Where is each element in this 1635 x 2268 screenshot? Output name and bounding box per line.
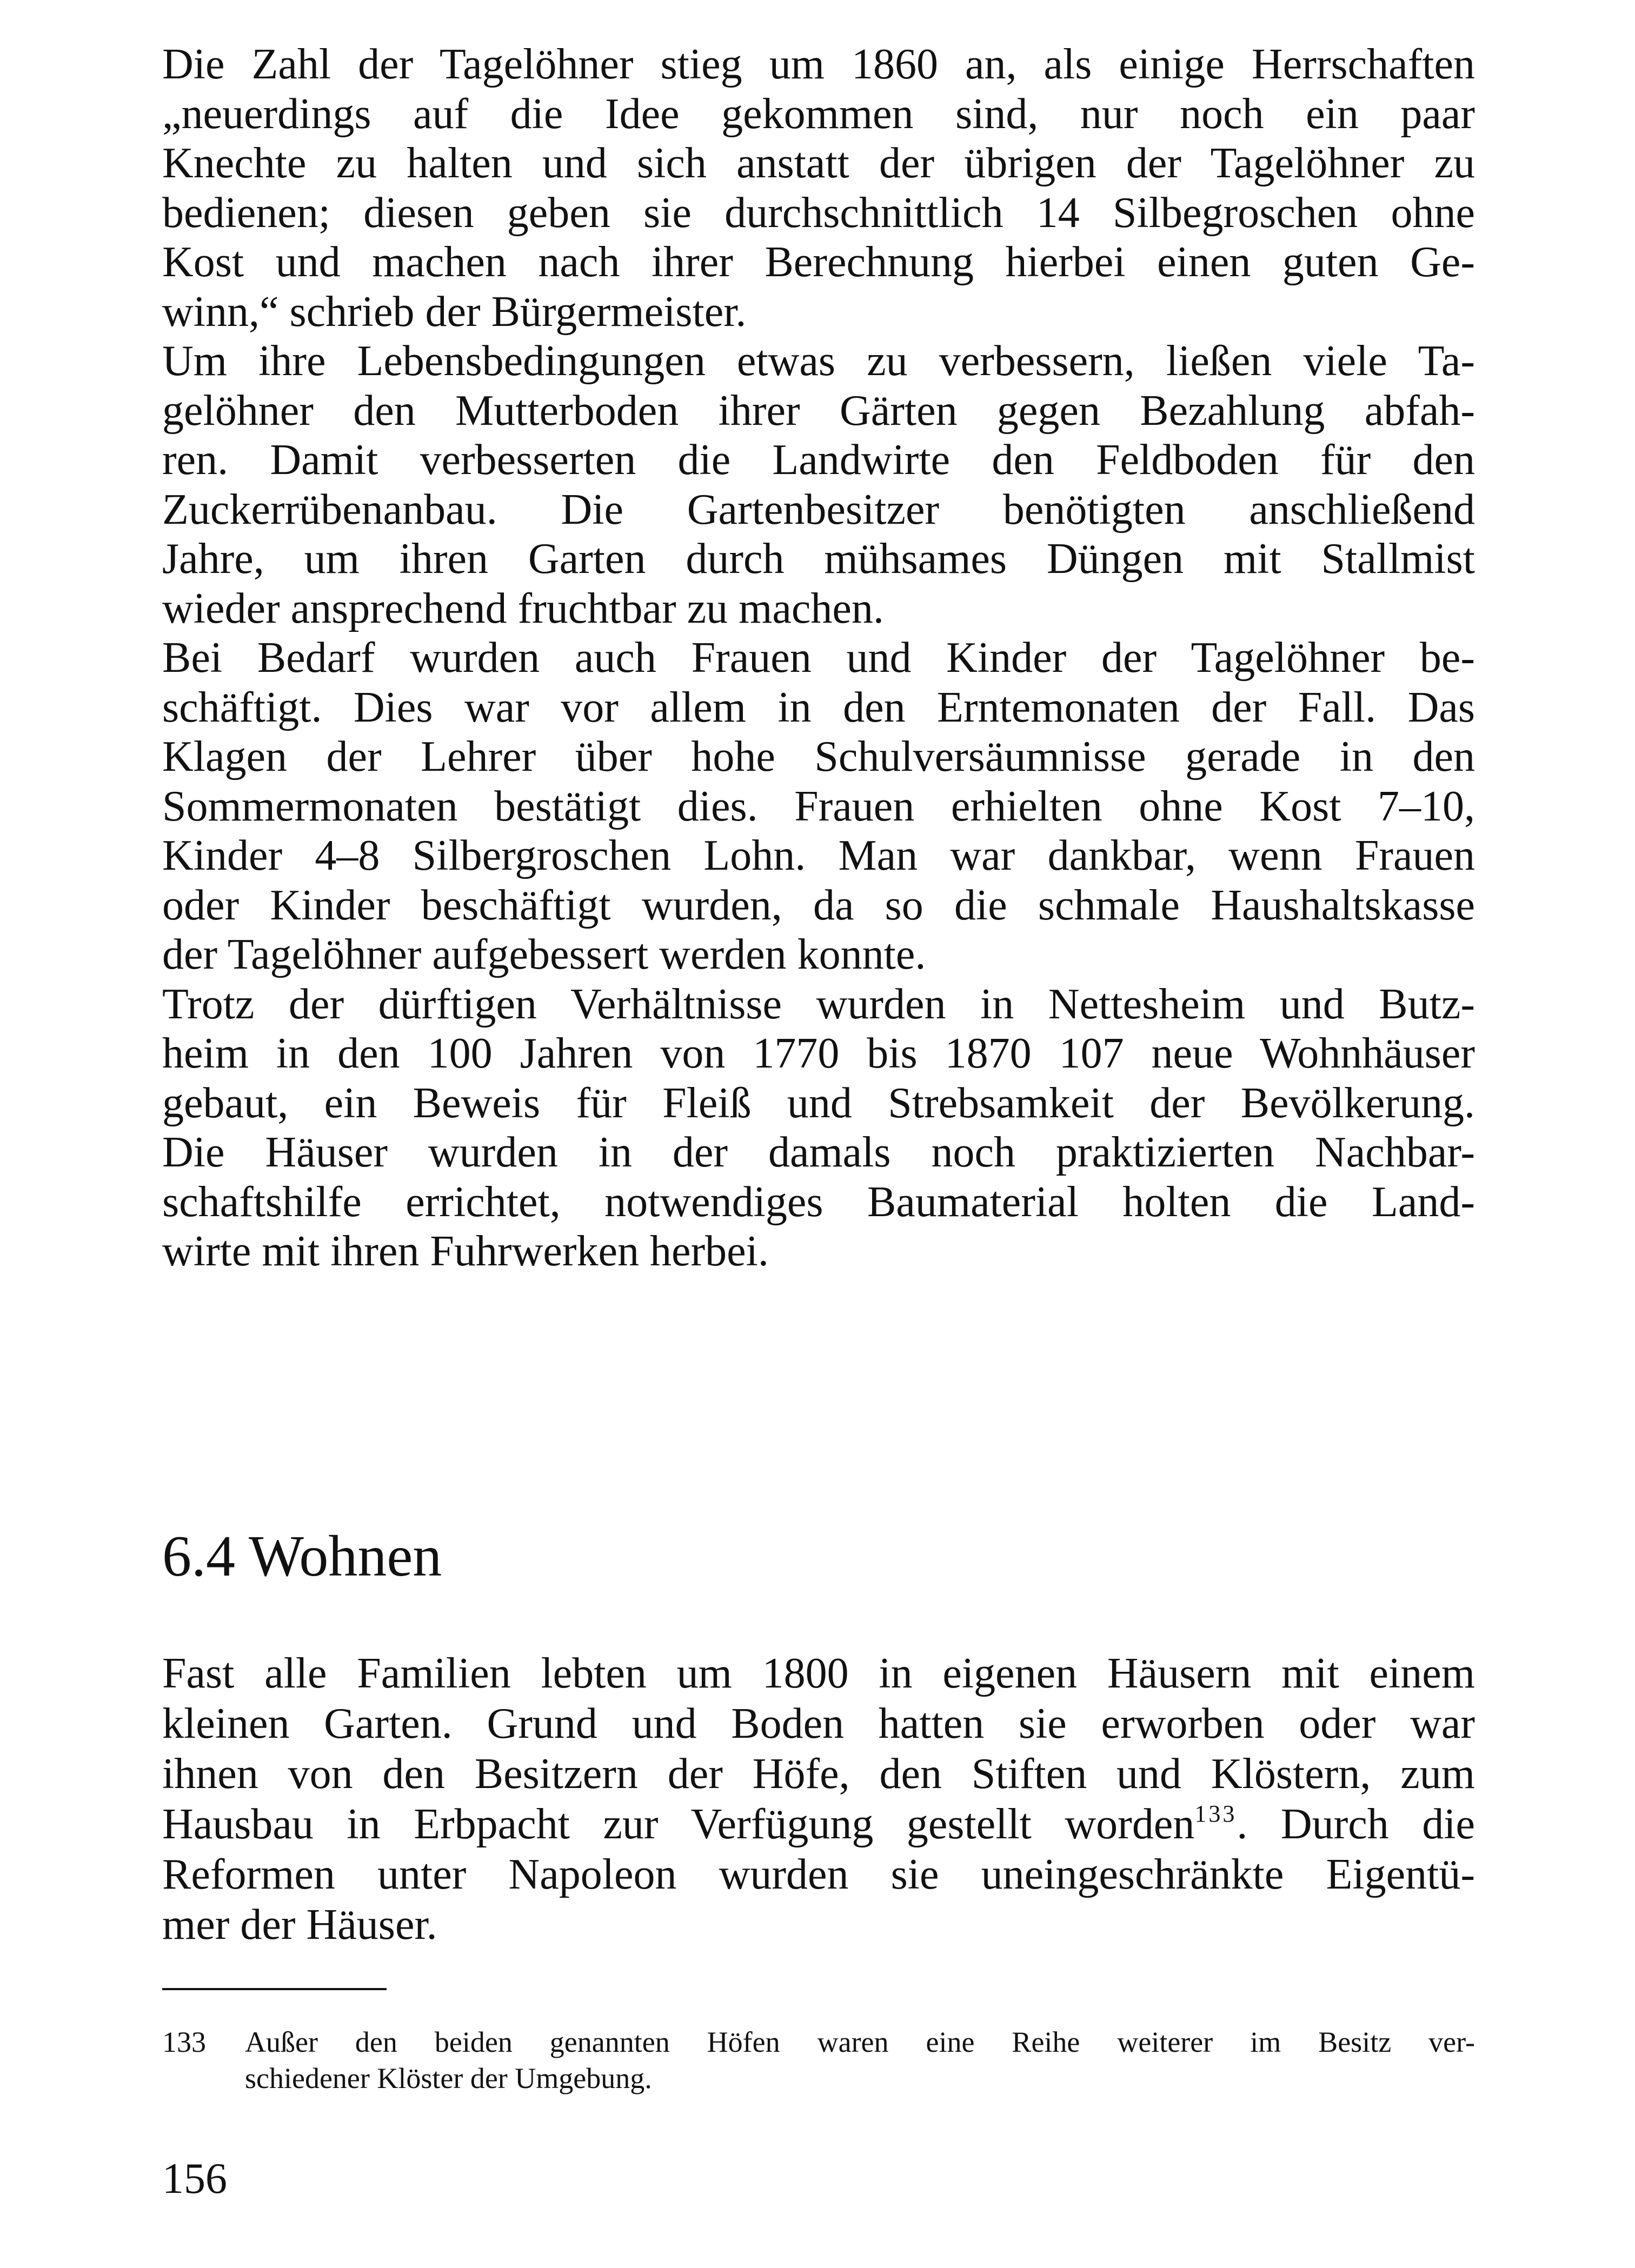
text-line: Jahre, um ihren Garten durch mühsames Düngen mit Stallmist (162, 535, 1475, 583)
text-segment: . Durch die (1237, 1800, 1475, 1848)
text-line: Knechte zu halten und sich anstatt der übrigen der Tagelöhner zu (162, 139, 1475, 187)
section-heading: 6.4 Wohnen (162, 1524, 442, 1589)
text-line: Kost und machen nach ihrer Berechnung hierbei einen guten Ge- (162, 238, 1475, 286)
text-line: gelöhner den Mutterboden ihrer Gärten gegen Bezahlung abfah- (162, 386, 1475, 435)
text-line: schaftshilfe errichtet, notwendiges Baumaterial holten die Land- (162, 1178, 1475, 1226)
text-line: mer der Häuser. (162, 1901, 437, 1949)
text-line: Reformen unter Napoleon wurden sie uneingeschränkte Eigentü- (162, 1851, 1475, 1898)
body-text-section-2 (162, 1649, 1475, 1950)
footnote-divider (162, 1988, 387, 1990)
text-line: wirte mit ihren Fuhrwerken herbei. (162, 1228, 769, 1275)
text-line: schäftigt. Dies war vor allem in den Erntemonaten der Fall. Das (162, 683, 1475, 731)
text-line: Trotz der dürftigen Verhältnisse wurden in Nettesheim und Butz- (162, 980, 1475, 1028)
text-line: Die Häuser wurden in der damals noch praktizierten Nachbar- (162, 1129, 1475, 1176)
text-line: Zuckerrübenanbau. Die Gartenbesitzer benötigten anschließend (162, 485, 1475, 533)
text-line: oder Kinder beschäftigt wurden, da so die schmale Haushaltskasse (162, 881, 1475, 929)
text-line: Die Zahl der Tagelöhner stieg um 1860 an, als einige Herrschaften (162, 41, 1475, 88)
text-line: Klagen der Lehrer über hohe Schulversäumnisse gerade in den (162, 733, 1475, 781)
text-line (162, 1799, 1475, 1850)
footnote-number: 133 (162, 2026, 206, 2058)
text-line: bedienen; diesen geben sie durchschnittlich 14 Silbegroschen ohne (162, 189, 1475, 237)
footnote-reference[interactable]: 133 (1194, 1800, 1237, 1827)
text-line: Um ihre Lebensbedingungen etwas zu verbessern, ließen viele Ta- (162, 337, 1475, 385)
footnote-text (245, 2024, 1475, 2097)
text-line: wieder ansprechend fruchtbar zu machen. (162, 584, 884, 632)
text-line: Bei Bedarf wurden auch Frauen und Kinder der Tagelöhner be- (162, 634, 1475, 682)
page-number: 156 (162, 2155, 227, 2203)
text-line: ihnen von den Besitzern der Höfe, den Stiften und Klöstern, zum (162, 1750, 1475, 1798)
text-line: winn,“ schrieb der Bürgermeister. (162, 288, 747, 336)
text-line: Fast alle Familien lebten um 1800 in eigenen Häusern mit einem (162, 1650, 1475, 1697)
text-line: gebaut, ein Beweis für Fleiß und Strebsamkeit der Bevölkerung. (162, 1079, 1475, 1127)
text-line: ren. Damit verbesserten die Landwirte den Feldboden für den (162, 436, 1475, 484)
text-line: schiedener Klöster der Umgebung. (245, 2062, 652, 2094)
text-line: Kinder 4–8 Silbergroschen Lohn. Man war dankbar, wenn Frauen (162, 832, 1475, 879)
text-line: „neuerdings auf die Idee gekommen sind, nur noch ein paar (162, 90, 1475, 138)
body-text-section-1 (162, 40, 1475, 1277)
text-line: Außer den beiden genannten Höfen waren eine Reihe weiterer im Besitz ver- (245, 2026, 1475, 2058)
text-line: der Tagelöhner aufgebessert werden konnte. (162, 931, 926, 978)
text-line: Sommermonaten bestätigt dies. Frauen erhielten ohne Kost 7–10, (162, 782, 1475, 830)
text-segment: Hausbau in Erbpacht zur Verfügung gestellt worden (162, 1800, 1195, 1848)
text-line: heim in den 100 Jahren von 1770 bis 1870 107 neue Wohnhäuser (162, 1030, 1475, 1077)
text-line: kleinen Garten. Grund und Boden hatten sie erworben oder war (162, 1700, 1475, 1747)
